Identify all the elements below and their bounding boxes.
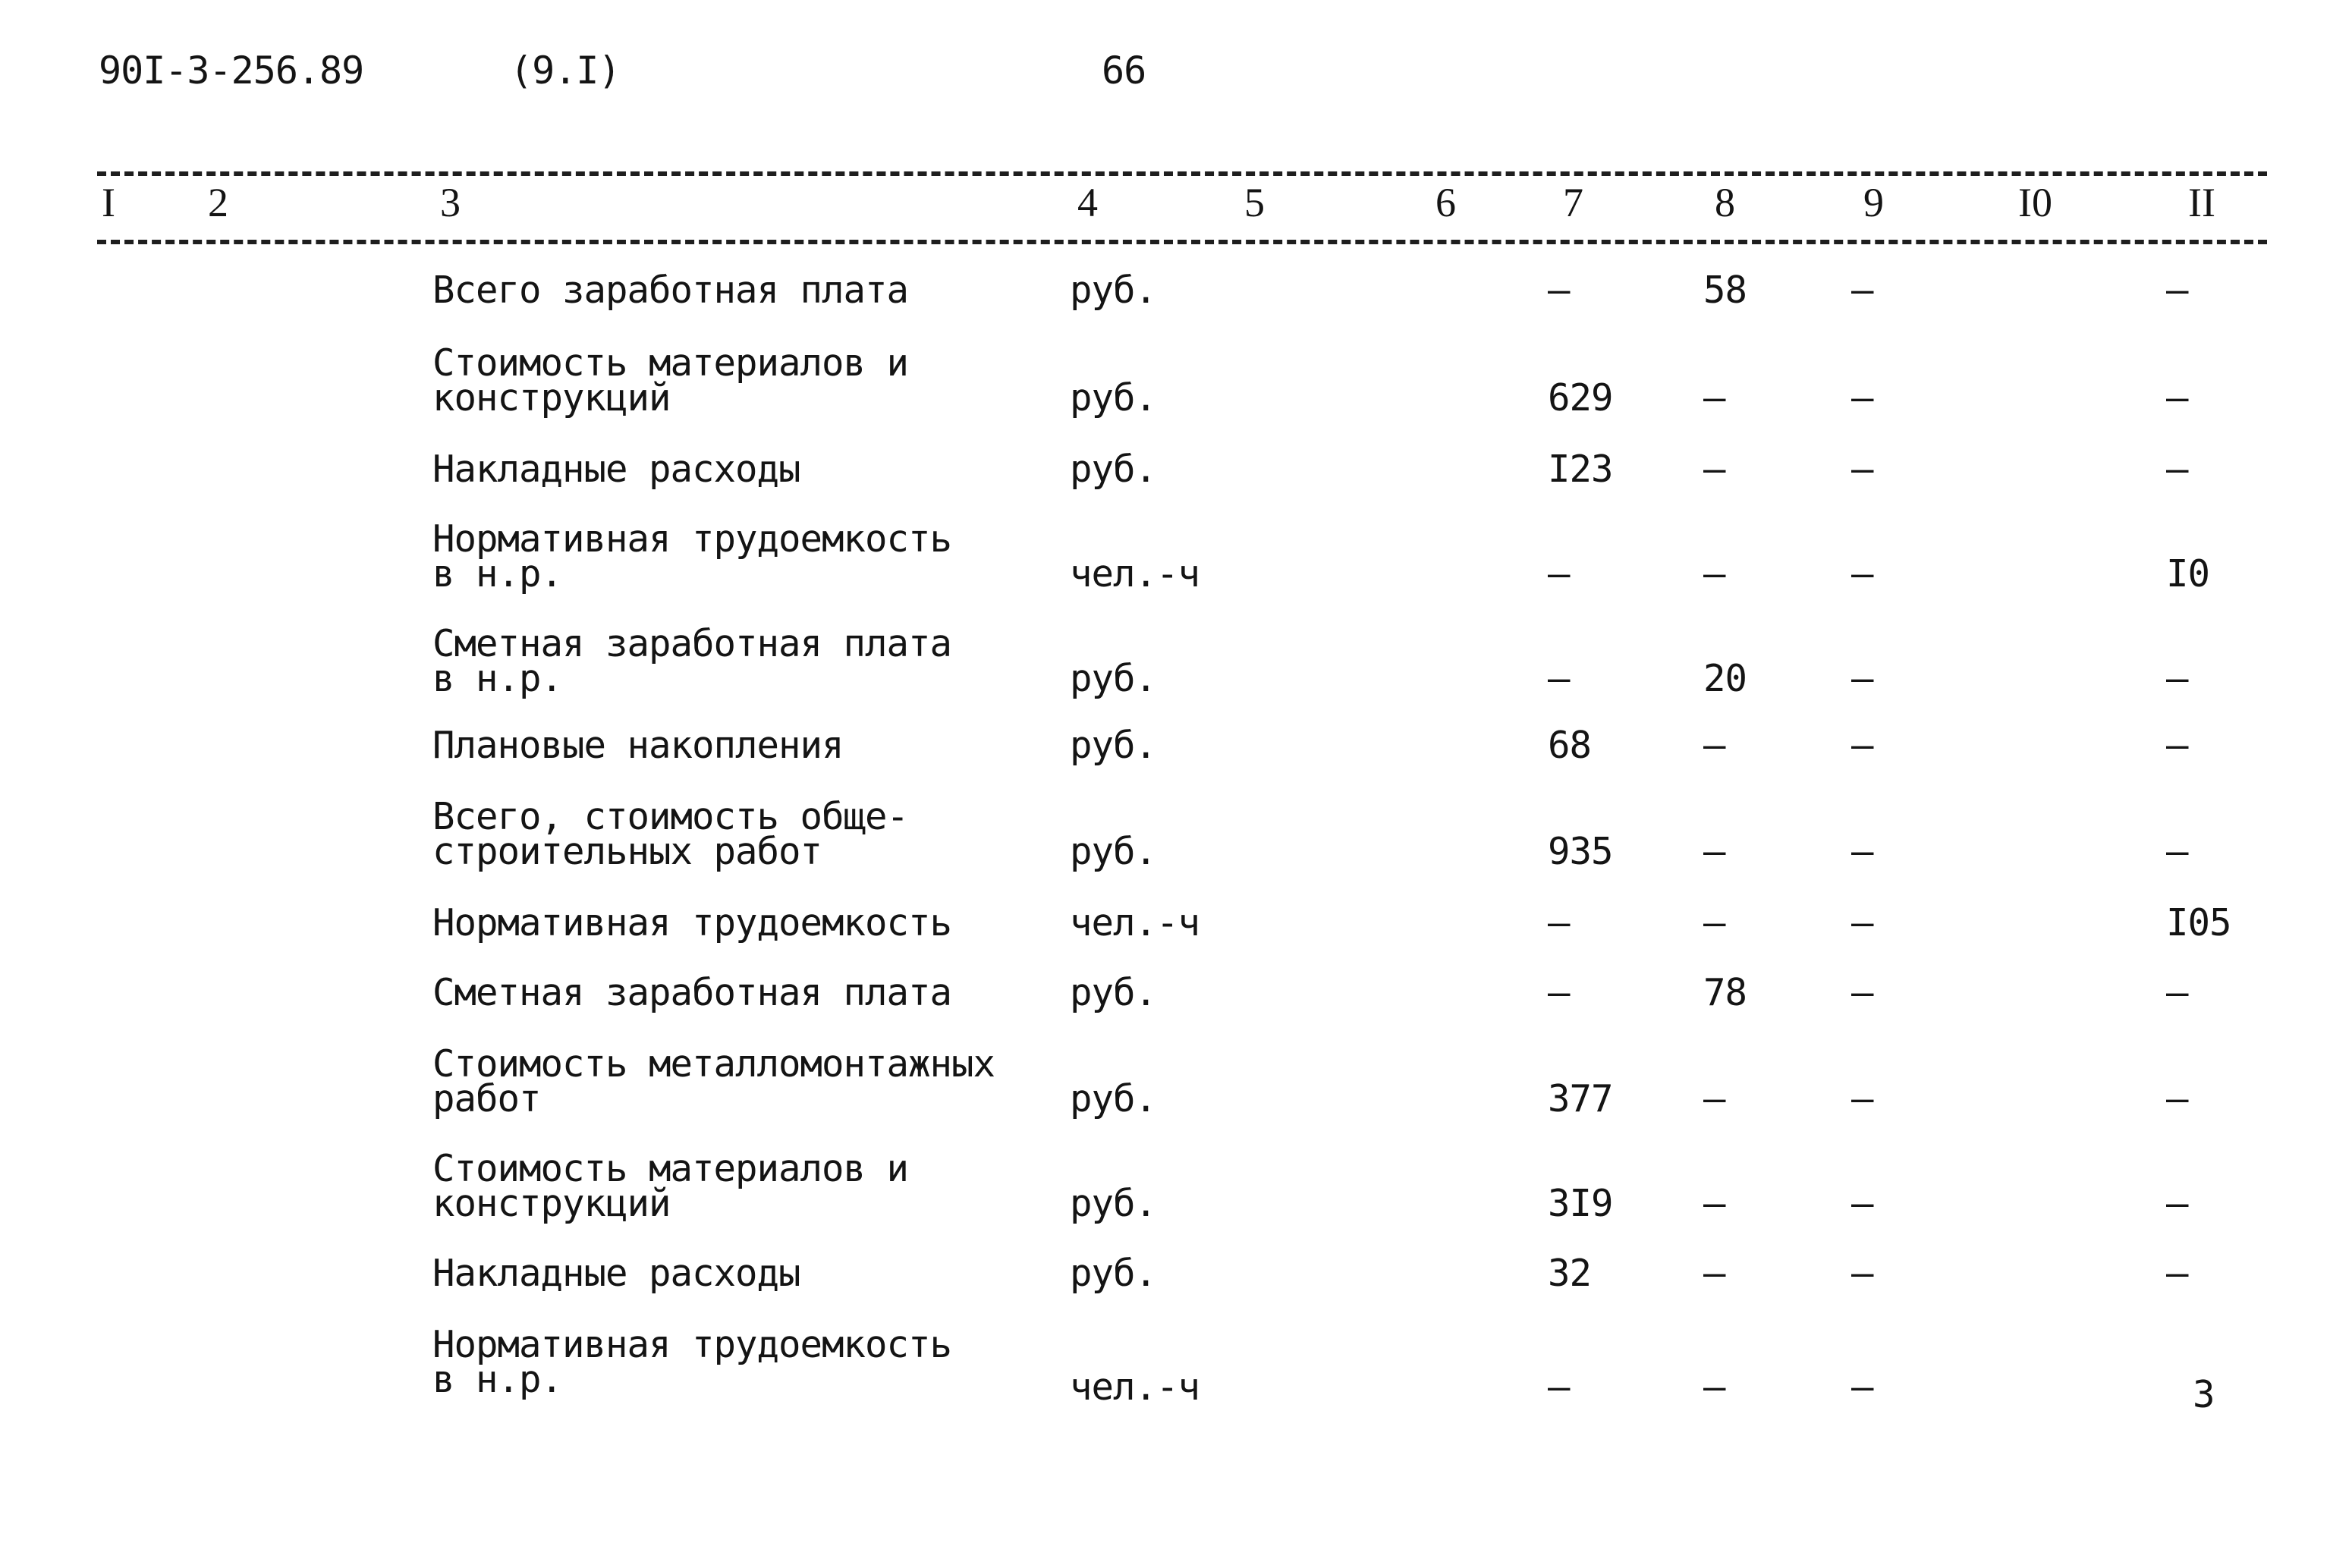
row-description: Стоимость металломонтажных работ [432,1042,995,1120]
row-value-col8: – [1703,901,1725,944]
row-unit: руб. [1070,269,1157,312]
row-unit: руб. [1070,1252,1157,1295]
row-value-col9: – [1851,448,1873,491]
table-top-rule [97,171,2267,176]
row-value-col8: – [1703,552,1725,595]
page-number: 66 [1102,49,1146,93]
row-value-col9: – [1851,971,1873,1014]
row-value-col9: – [1851,552,1873,595]
row-value-col7: – [1548,269,1570,312]
column-header: I0 [2018,180,2052,225]
row-value-col11: – [2166,448,2188,491]
row-description: Сметная заработная плата [432,971,952,1014]
row-value-col11: – [2166,1182,2188,1225]
section-number: (9.I) [510,49,621,93]
row-description: Сметная заработная плата в н.р. [432,622,952,700]
row-value-col8: 58 [1703,269,1747,312]
row-unit: чел.-ч [1070,1365,1200,1409]
row-description: Нормативная трудоемкость в н.р. [432,1323,952,1401]
row-unit: руб. [1070,1077,1157,1120]
row-description: Нормативная трудоемкость [432,901,952,944]
row-value-col7: – [1548,971,1570,1014]
row-value-col8: – [1703,1365,1725,1409]
row-value-col8: 20 [1703,657,1747,700]
row-value-col9: – [1851,1182,1873,1225]
row-value-col11: – [2166,830,2188,873]
column-header: 5 [1244,180,1265,225]
row-value-col9: – [1851,724,1873,767]
row-value-col11: I0 [2166,552,2210,595]
row-value-col7: I23 [1548,448,1613,491]
row-value-col9: – [1851,901,1873,944]
row-value-col7: 377 [1548,1077,1613,1120]
row-value-col11: – [2166,269,2188,312]
row-value-col11: – [2166,971,2188,1014]
row-value-col8: – [1703,1252,1725,1295]
table-header-rule [97,240,2267,244]
row-value-col7: 629 [1548,376,1613,419]
row-unit: чел.-ч [1070,901,1200,944]
column-header: 6 [1435,180,1456,225]
row-value-col9: – [1851,1077,1873,1120]
row-description: Всего заработная плата [432,269,909,312]
row-value-col7: – [1548,552,1570,595]
row-unit: руб. [1070,376,1157,419]
row-value-col7: 32 [1548,1252,1592,1295]
row-value-col8: – [1703,376,1725,419]
row-description: Стоимость материалов и конструкций [432,1147,909,1225]
row-value-col7: – [1548,901,1570,944]
row-description: Всего, стоимость обще- строительных работ [432,795,909,873]
column-header: 3 [440,180,461,225]
row-value-col9: – [1851,269,1873,312]
row-unit: руб. [1070,1182,1157,1225]
column-header: 7 [1563,180,1583,225]
column-header: 8 [1715,180,1735,225]
column-header: 9 [1863,180,1884,225]
column-header: I [102,180,115,225]
row-value-col11: – [2166,376,2188,419]
row-unit: руб. [1070,971,1157,1014]
row-value-col11: – [2166,657,2188,700]
row-value-col8: – [1703,448,1725,491]
row-value-col8: 78 [1703,971,1747,1014]
row-unit: руб. [1070,657,1157,700]
row-value-col11: – [2166,1077,2188,1120]
row-value-col11: – [2166,724,2188,767]
row-value-col9: – [1851,1365,1873,1409]
row-description: Накладные расходы [432,448,800,491]
column-header: 2 [208,180,228,225]
row-value-col8: – [1703,830,1725,873]
row-value-col8: – [1703,1077,1725,1120]
row-value-col7: – [1548,657,1570,700]
row-value-col7: 935 [1548,830,1613,873]
row-value-col9: – [1851,1252,1873,1295]
row-value-col7: 3I9 [1548,1182,1613,1225]
row-value-col11: I05 [2166,901,2231,944]
row-unit: руб. [1070,724,1157,767]
row-value-col9: – [1851,657,1873,700]
row-value-col9: – [1851,830,1873,873]
row-unit: руб. [1070,448,1157,491]
column-header: 4 [1077,180,1098,225]
row-description: Плановые накопления [432,724,844,767]
row-description: Нормативная трудоемкость в н.р. [432,517,952,595]
row-unit: чел.-ч [1070,552,1200,595]
row-description: Стоимость материалов и конструкций [432,341,909,419]
row-value-col7: – [1548,1365,1570,1409]
row-value-col11: – [2166,1252,2188,1295]
row-value-col9: – [1851,376,1873,419]
row-unit: руб. [1070,830,1157,873]
row-value-col8: – [1703,724,1725,767]
column-header: II [2188,180,2215,225]
row-value-col8: – [1703,1182,1725,1225]
row-value-col11: 3 [2193,1373,2215,1416]
document-code: 90I-3-256.89 [99,49,364,93]
row-description: Накладные расходы [432,1252,800,1295]
row-value-col7: 68 [1548,724,1592,767]
